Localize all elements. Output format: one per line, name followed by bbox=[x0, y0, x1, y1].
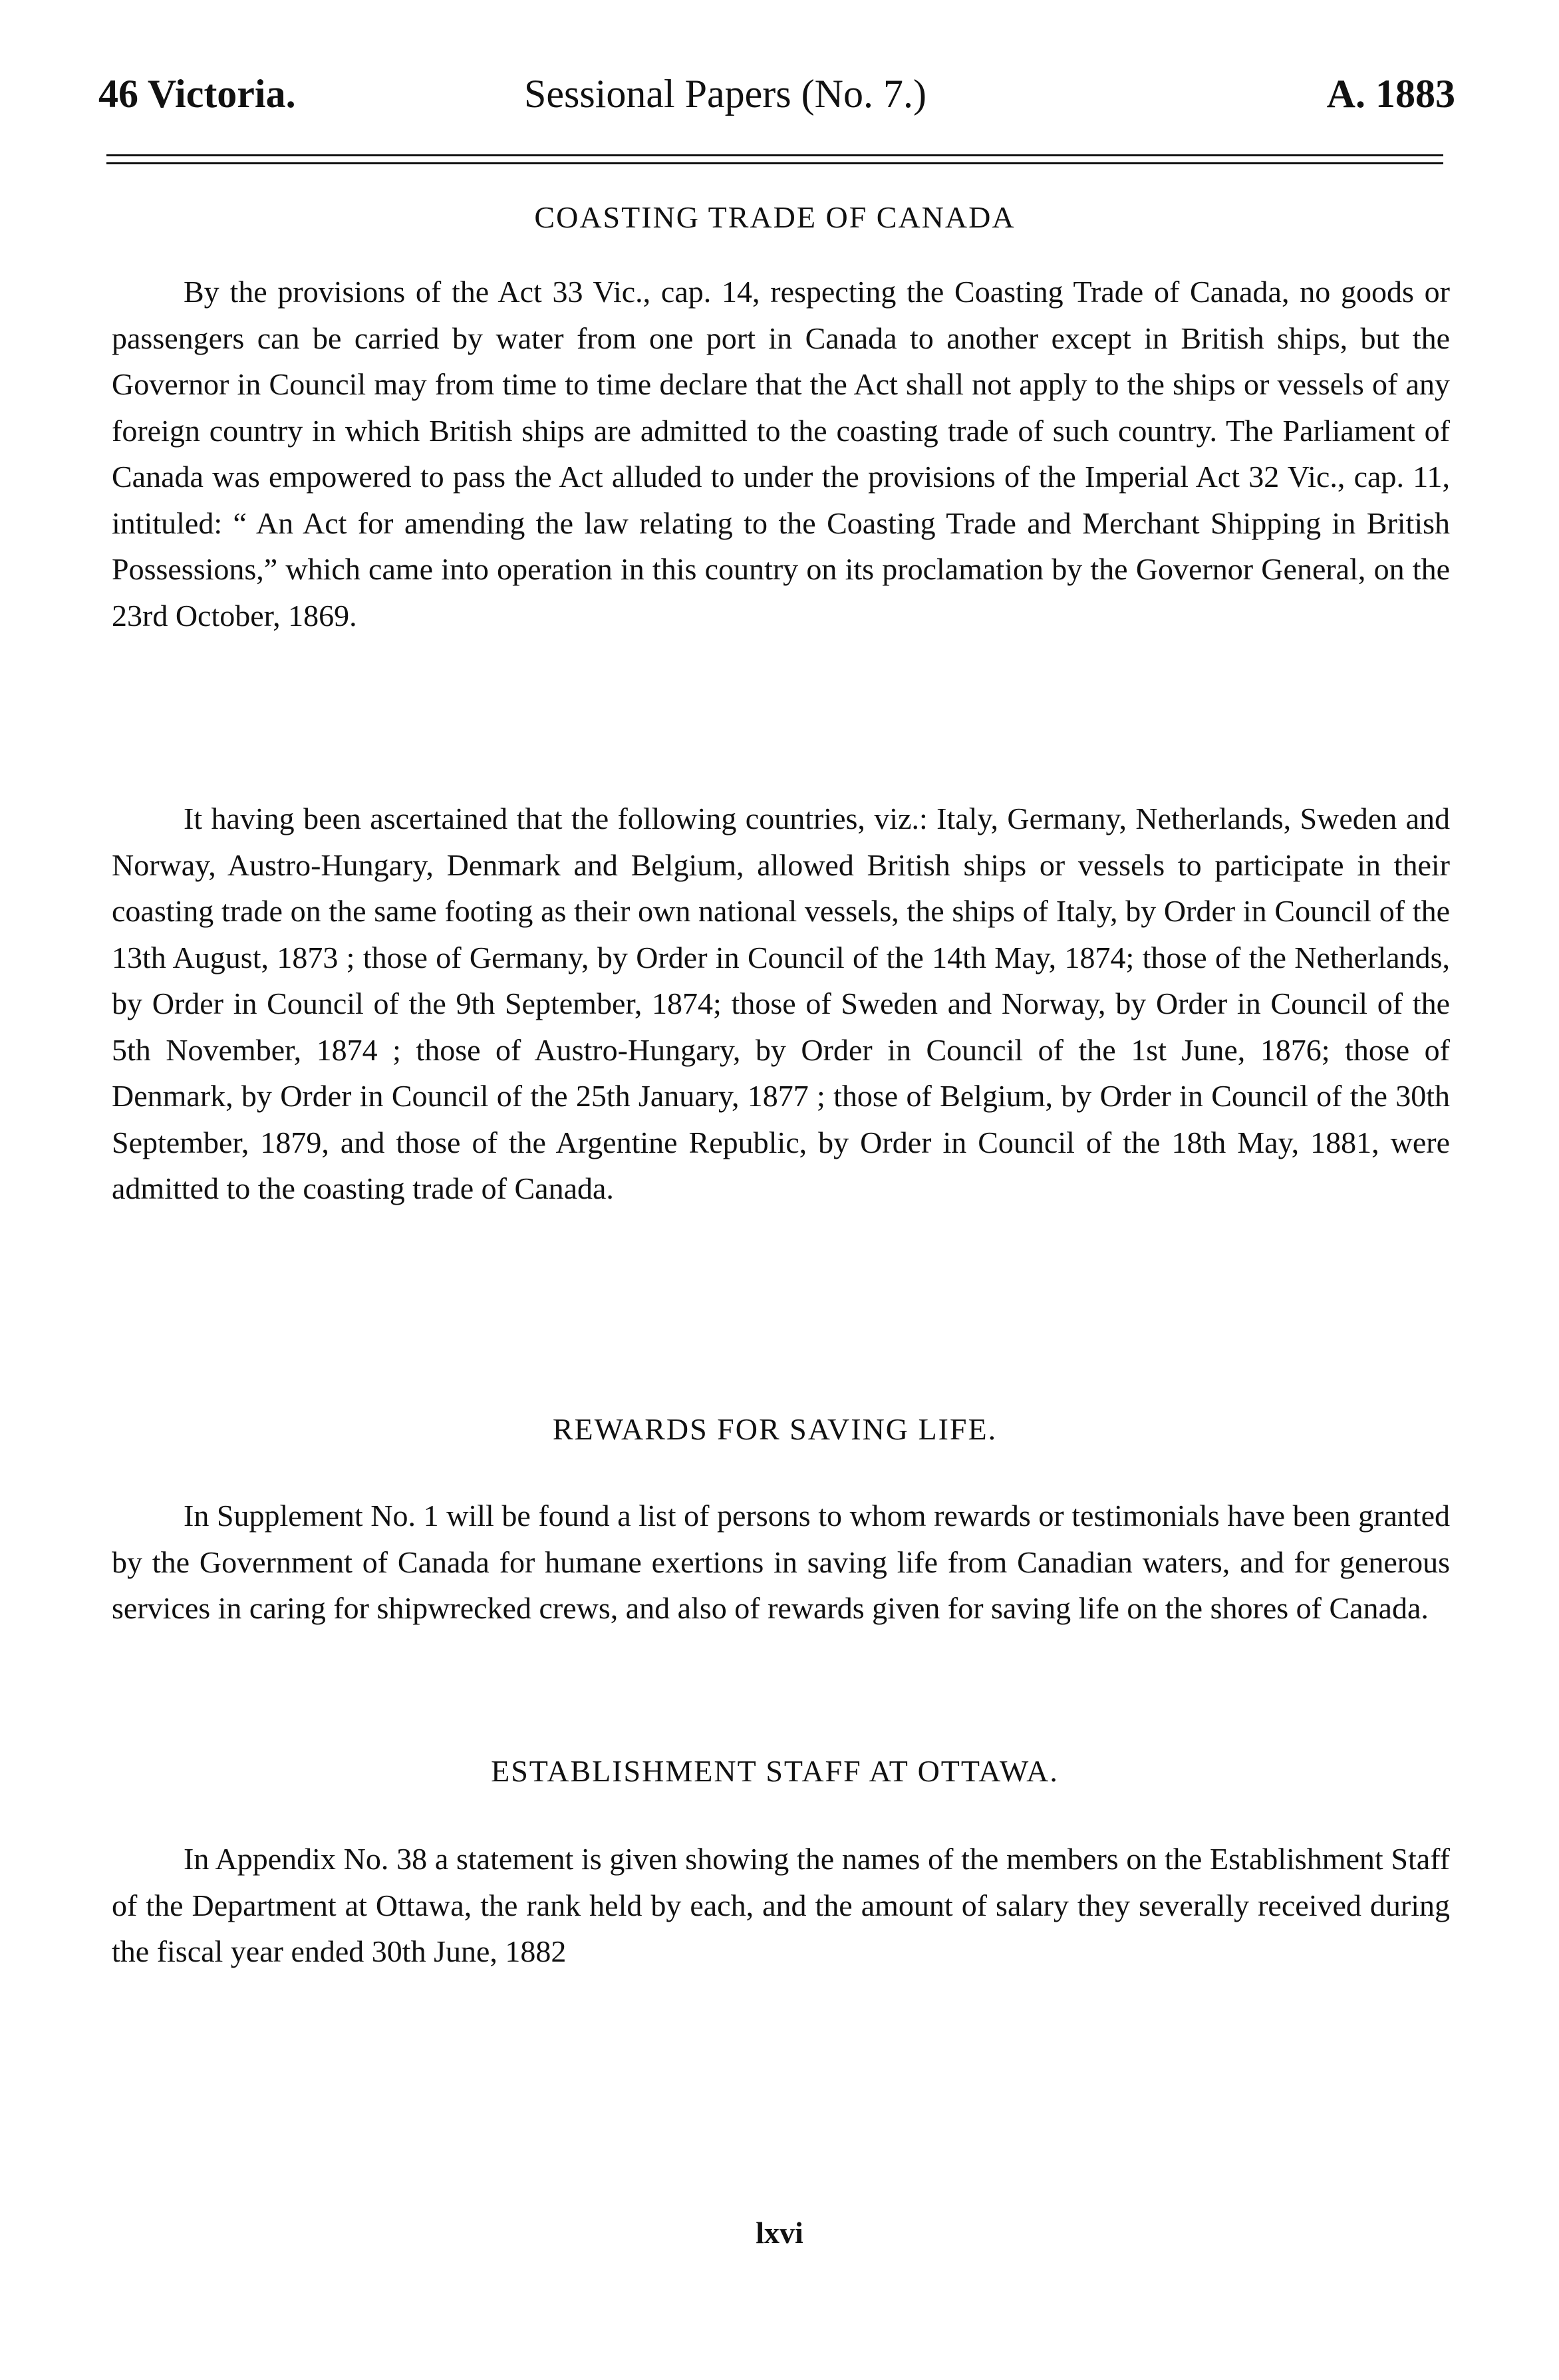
running-header bbox=[98, 64, 1455, 124]
section-heading-coasting-trade: COASTING TRADE OF CANADA bbox=[534, 200, 1016, 234]
section-heading-establishment-staff: ESTABLISHMENT STAFF AT OTTAWA. bbox=[491, 1754, 1059, 1788]
header-series-title: Sessional Papers (No. 7.) bbox=[524, 72, 926, 116]
paragraph-foreign-countries: It having been ascertained that the following countries, viz.: Italy, Germany, Netherlands, Sweden and Norway, Austro-Hungary, Denmark and Belgium, allowed British ships or vessels to participate in their coasting trade on the same footing as their own national vessels, the ships of Italy, by Order in Council of the 13th August, 1873 ; those of Germany, by Order in Council of the 14th May, 1874; those of the Netherlands, by Order in Council of the 9th September, 1874; those of Sweden and Norway, by Order in Council of the 5th November, 1874 ; those of Austro-Hungary, by Order in Council of the 1st June, 1876; those of Denmark, by Order in Council of the 25th January, 1877 ; those of Belgium, by Order in Council of the 30th September, 1879, and those of the Argentine Republic, by Order in Council of the 18th May, 1881, were admitted to the coasting trade of Canada. bbox=[112, 802, 1450, 1205]
paragraph-coasting-act: By the provisions of the Act 33 Vic., cap. 14, respecting the Coasting Trade of Canada, no goods or passengers can be carried by water from one port in Canada to another except in British ships, but the Governor in Council may from time to time declare that the Act shall not apply to the ships or vessels of any foreign country in which British ships are admitted to the coasting trade of such country. The Parliament of Canada was empowered to pass the Act alluded to under the provisions of the Imperial Act 32 Vic., cap. 11, intituled: “ An Act for amending the law relating to the Coasting Trade and Merchant Shipping in British Possessions,” which came into operation in this country on its proclamation by the Governor General, on the 23rd October, 1869. bbox=[112, 275, 1450, 633]
header-rule-upper bbox=[106, 154, 1443, 156]
page-folio: lxvi bbox=[756, 2216, 803, 2250]
paragraph-rewards: In Supplement No. 1 will be found a list of persons to whom rewards or testimonials have been granted by the Government of Canada for humane exertions in saving life from Canadian waters, and for generous services in caring for shipwrecked crews, and also of rewards given for saving life on the shores of Canada. bbox=[112, 1499, 1450, 1625]
header-year: A. 1883 bbox=[1326, 72, 1455, 116]
header-rule-lower bbox=[106, 162, 1443, 164]
paragraph-establishment-staff: In Appendix No. 38 a statement is given showing the names of the members on the Establishment Staff of the Department at Ottawa, the rank held by each, and the amount of salary they severally received during the fiscal year ended 30th June, 1882 bbox=[112, 1842, 1450, 1968]
header-volume: 46 Victoria. bbox=[98, 72, 296, 116]
section-heading-rewards: REWARDS FOR SAVING LIFE. bbox=[552, 1412, 998, 1446]
